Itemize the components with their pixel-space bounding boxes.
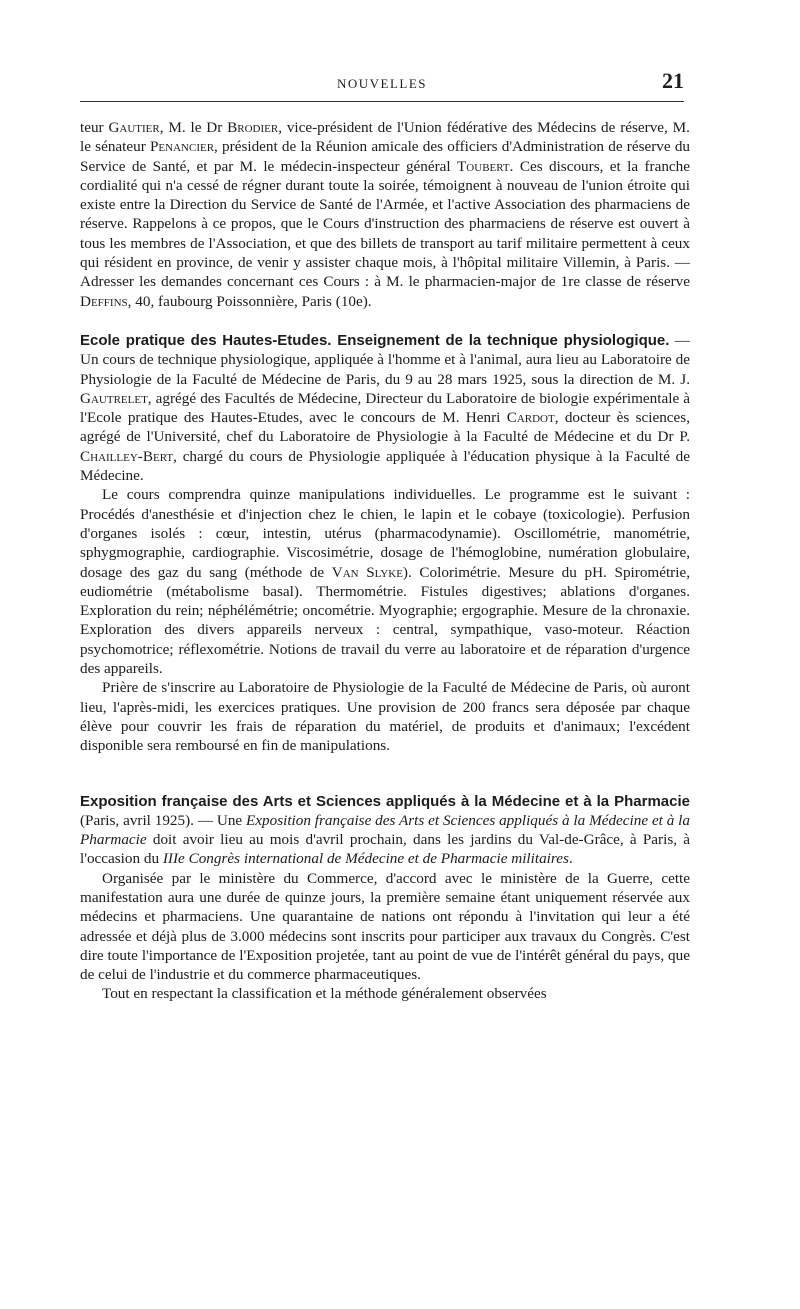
header-rule xyxy=(80,101,684,102)
person-name: Gautier xyxy=(108,119,160,136)
section-heading: Exposition française des Arts et Sciences appliqués à la Médecine et à la Pharmacie xyxy=(80,792,690,810)
paragraph-organisation: Organisée par le ministère du Commerce, d'accord avec le ministère de la Guerre, cette manifestation aura une durée de quinze jours, la première semaine étant uniquement réservée aux médecins et pharmaciens. Une quarantaine de nations ont répondu à l'invitation qui leur a été adressée et déjà plus de 3.000 médecins sont inscrits pour participer aux travaux du Congrès. C'est dire toute l'importance de l'Exposition projetée, tant au point de vue de l'intérêt général du pays, que de celui de l'industrie et du commerce pharmaceutiques. xyxy=(80,869,690,984)
person-name: Brodier xyxy=(227,119,279,136)
section-heading: Ecole pratique des Hautes-Etudes. Enseignement de la technique physiologique. xyxy=(80,331,670,349)
person-name: Penancier xyxy=(149,138,215,156)
person-name: Gautrelet xyxy=(80,389,148,407)
page-header xyxy=(80,70,684,100)
person-name: Cardot xyxy=(506,409,555,427)
paragraph-exposition: Exposition française des Arts et Sciences appliqués à la Médecine et à la Pharmacie (Paris, avril 1925). — Une Exposition française des Arts et Sciences appliqués à la Médecine et à la Pharmacie doit avoir lieu au mois d'avril prochain, dans les jardins du Val-de-Grâce, à Paris, à l'occasion du IIIe Congrès international de Médecine et de Pharmacie militaires. xyxy=(80,792,690,868)
paragraph-classification: Tout en respectant la classification et la méthode généralement observées xyxy=(102,985,547,1003)
italic-title: Exposition française des Arts et Sciences appliqués à la Médecine et à la Pharmacie xyxy=(80,811,690,849)
paragraph-registration: Prière de s'inscrire au Laboratoire de Physiologie de la Faculté de Médecine de Paris, où auront lieu, l'après-midi, les exercices pratiques. Une provision de 200 francs sera déposée par chaque élève pour couvrir les frais de réparation du matériel, de produits et d'animaux; l'excédent disponible sera remboursé en fin de manipulations. xyxy=(80,679,690,755)
paragraph-reserve-pharmacists: teur Gautier, M. le Dr Brodier, vice-président de l'Union fédérative des Médecins de réserve, M. le sénateur Penancier, président de la Réunion amicale des officiers d'Administration de réserve du Service de Santé, et par M. le médecin-inspecteur général Toubert. Ces discours, et la franche cordialité qui n'a cessé de régner durant toute la soirée, témoignent à nouveau de l'union étroite qui existe entre la Direction du Service de Santé de l'Armée, et l'active Association des pharmaciens de réserve. Rappelons à ce propos, que le Cours d'instruction des pharmaciens de réserve est ouvert à tous les membres de l'Association, et que des billets de transport au tarif militaire permettent à ceux qui résident en province, de venir y assister chaque mois, à l'hôpital militaire Villemin, à Paris. — Adresser les demandes concernant ces Cours : à M. le pharmacien-major de 1re classe de réserve Deffins, 40, faubourg Poissonnière, Paris (10e). xyxy=(80,119,691,310)
paragraph-program: Le cours comprendra quinze manipulations individuelles. Le programme est le suivant : Procédés d'anesthésie et d'injection chez le chien, le lapin et le cobaye (toxicologie). Perfusion d'organes isolés : cœur, intestin, utérus (pharmacodynamie). Oscillométrie, manométrie, sphygmographie, cardiographie. Viscosimétrie, dosage de l'hémoglobine, numération globulaire, dosage des gaz du sang (méthode de Van Slyke). Colorimétrie. Mesure du pH. Spirométrie, eudiométrie (métabolisme basal). Thermométrie. Fistules digestives; ablations d'organes. Exploration du rein; néphélémétrie; oncométrie. Myographie; ergographie. Mesure de la chronaxie. Exploration des divers appareils nerveux : central, sympathique, vaso-moteur. Réaction psychomotrice; réflexométrie. Notions de travail du verre au laboratoire et de réparation d'urgence des appareils. xyxy=(80,486,691,678)
page-number: 21 xyxy=(662,68,684,93)
person-name: Toubert xyxy=(457,157,510,175)
italic-title: IIIe Congrès international de Médecine et de Pharmacie militaires xyxy=(162,850,569,868)
person-name: Deffins xyxy=(80,292,128,310)
article-body xyxy=(80,118,690,1004)
paragraph-hautes-etudes: Ecole pratique des Hautes-Etudes. Enseignement de la technique physiologique. — Un cours de technique physiologique, appliquée à l'homme et à l'animal, aura lieu au Laboratoire de Physiologie de la Faculté de Médecine de Paris, du 9 au 28 mars 1925, sous la direction de M. J. Gautrelet, agrégé des Facultés de Médecine, Directeur du Laboratoire de biologie expérimentale à l'Ecole pratique des Hautes-Etudes, avec le concours de M. Henri Cardot, docteur ès sciences, agrégé de l'Université, chef du Laboratoire de Physiologie à la Faculté de Médecine et du Dr P. Chailley-Bert, chargé du cours de Physiologie appliquée à l'éducation physique à la Faculté de Médecine. xyxy=(80,331,690,485)
person-name: Chailley-Bert xyxy=(80,447,174,465)
person-name: Van Slyke xyxy=(331,563,403,581)
running-title: NOUVELLES xyxy=(336,76,428,91)
